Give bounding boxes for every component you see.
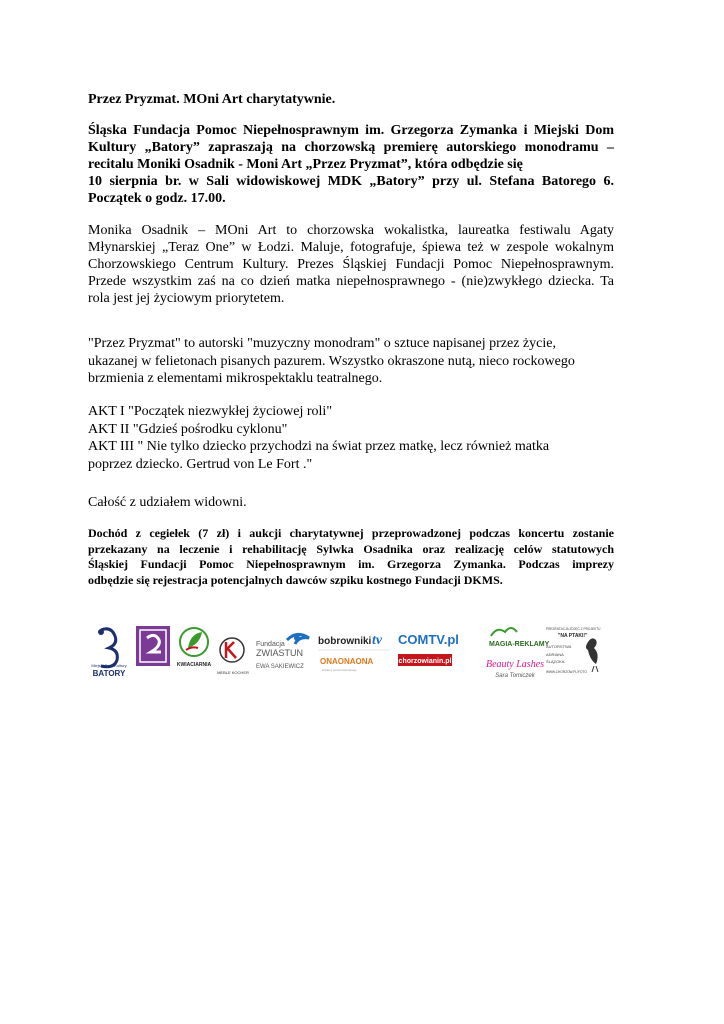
proceeds-line: odbędzie się rejestracja potencjalnych dawców szpiku kostnego Fundacji DKMS.: [88, 572, 503, 587]
description-line: ukazanej w felietonach pisanych pazurem. Wszystko okraszone nutą, nieco rockowego: [88, 353, 575, 369]
bio-line: Przede wszystkim zaś na co dzień matka niepełnosprawnego - (nie)zwykłego dziecka. Ta: [88, 274, 614, 289]
batory-line1: Miejski Dom Kultury: [91, 663, 127, 668]
act-line: AKT II "Gdzieś pośrodku cyklonu": [88, 421, 288, 437]
act-line: AKT III " Nie tylko dziecko przychodzi na świat przez matkę, lecz również matka: [88, 439, 550, 454]
bio-line: Monika Osadnik – MOni Art to chorzowska wokalistka, laureatka festiwalu Agaty: [88, 223, 614, 238]
bobrowniki-line1: bobrowniki: [318, 636, 372, 647]
sponsor-logos-strip: [87, 622, 617, 682]
zwiastun-line3: EWA SAKIEWICZ: [256, 664, 304, 670]
magia-line2: Beauty Lashes: [485, 659, 545, 670]
magia-line3: Sara Tomiczek: [495, 673, 535, 679]
act-line: poprzez dziecko. Gertrud von Le Fort .": [88, 456, 313, 472]
meble-name: MEBLE KOCHER: [217, 670, 249, 675]
audience-note: Całość z udziałem widowni.: [88, 495, 247, 510]
bio-line: Chorzowskiego Centrum Kultury. Prezes Śląskiej Fundacji Pomoc Niepełnosprawnym.: [88, 257, 614, 272]
description-paragraph: [88, 335, 628, 388]
chorzowianin-line2: chorzowianin.pl: [398, 658, 452, 665]
document-title: Przez Pryzmat. MOni Art charytatywnie.: [88, 92, 336, 107]
onaonaona-line3: ONAONAONA: [320, 657, 374, 666]
proceeds-line: Śląskiej Fundacji Pomoc Niepełnosprawnym im. Grzegorza Zymanka. Podczas imprezy: [88, 557, 614, 571]
naptaki-line1: PREZENTACJA ZDJĘĆ Z PROJEKTU: [546, 627, 601, 631]
proceeds-paragraph: [88, 526, 614, 588]
act-line: AKT I "Początek niezwykłej życiowej roli": [88, 404, 333, 419]
kwiaciarnia-name: KWIACIARNIA: [176, 662, 212, 668]
bobrowniki-line2: tv: [372, 633, 383, 648]
naptaki-line3: AUTORSTWA: [546, 644, 572, 649]
fundacja-pomoc-logo: [136, 622, 170, 682]
intro-line: Śląska Fundacja Pomoc Niepełnosprawnym im. Grzegorza Zymanka i Miejski Dom: [88, 123, 614, 138]
zwiastun-line1: Fundacja: [256, 641, 285, 648]
naptaki-line5: ŚLĄZOKA: [546, 659, 565, 664]
comtv-chorzowianin-logo: [396, 622, 459, 682]
zwiastun-logo: [253, 622, 313, 682]
bobrowniki-onaonaona-logo: [316, 622, 394, 682]
description-line: brzmienia z elementami mikrospektaklu teatralnego.: [88, 371, 383, 386]
meble-kocher-logo: [215, 622, 251, 682]
proceeds-line: przekazany na leczenie i rehabilitację Sylwka Osadnika oraz realizację celów statutowych: [88, 541, 614, 556]
comtv-line1: COMTV.pl: [398, 632, 459, 647]
proceeds-line: Dochód z cegiełek (7 zł) i aukcji charytatywnej przeprowadzonej podczas koncertu zostanie: [88, 526, 614, 540]
intro-line: Początek o godz. 17.00.: [88, 191, 226, 206]
bio-line: Młynarskiej „Teraz One” w Łodzi. Maluje, fotografuje, śpiewa też w zespole wokalnym: [88, 240, 614, 255]
bio-paragraph: [88, 222, 614, 307]
batory-logo: [87, 622, 131, 682]
na-ptaki-logo: [544, 622, 606, 682]
zwiastun-line2: ZWIASTUN: [256, 648, 303, 658]
kwiaciarnia-logo: [175, 622, 213, 682]
naptaki-line4: ADRIANA: [546, 652, 564, 657]
batory-line2: BATORY: [92, 669, 126, 678]
intro-line: Kultury „Batory” zapraszają na chorzowską premierę autorskiego monodramu –: [88, 140, 614, 155]
naptaki-line2: "NA PTAKI!": [558, 633, 588, 639]
naptaki-line6: WWW.CHORZOW.PL/FOTO: [546, 670, 587, 674]
intro-line: recitalu Moniki Osadnik - Moni Art „Przez Pryzmat”, która odbędzie się: [88, 157, 523, 172]
intro-paragraph: [88, 122, 614, 207]
onaonaona-line4: kobiecy portal internetowy: [322, 668, 357, 672]
magia-reklamy-logo: [485, 622, 550, 682]
magia-line1: MAGIA-REKLAMY: [489, 641, 550, 648]
acts-list: [88, 403, 628, 473]
description-line: "Przez Pryzmat" to autorski "muzyczny monodram" o sztuce napisanej przez życie,: [88, 336, 556, 351]
bio-line: rola jest jej życiowym priorytetem.: [88, 291, 285, 306]
intro-line: 10 sierpnia br. w Sali widowiskowej MDK „Batory” przy ul. Stefana Batorego 6.: [88, 174, 614, 189]
